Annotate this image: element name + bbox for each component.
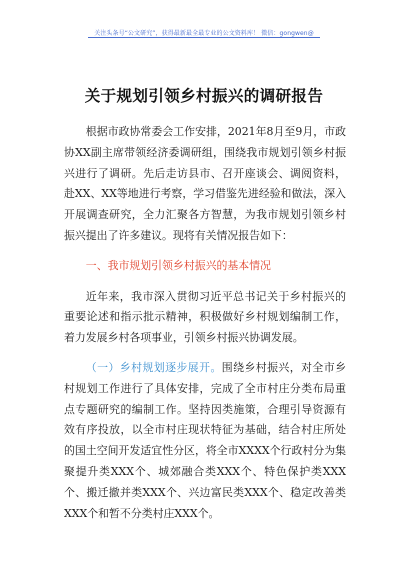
document-title: 关于规划引领乡村振兴的调研报告 <box>84 86 324 105</box>
section-heading-paragraph <box>64 256 346 277</box>
document-body <box>64 122 346 524</box>
section-heading: 一、我市规划引领乡村振兴的基本情况 <box>85 258 271 272</box>
subheading: （一）乡村规划逐步展开。 <box>85 360 222 374</box>
planning-paragraph-text: 围绕乡村振兴，对全市乡村规划工作进行了具体安排，完成了全市村庄分类布局重点专题研究的编制工作。坚持因类施策，合理引导资源有效有序投放，以全市村庄现状特征为基础，结合村庄所处的国土空间开发适宜性分区，将全市XXXX个行政村分为集聚提升类XXX个、城郊融合类XXX个、特色保护类XXX个、搬迁撤并类XXX个、兴边富民类XXX个、稳定改善类XXX个和暂不分类村庄XXX个。 <box>64 360 346 520</box>
header-banner: 关注头条号“公文研究”，获得最新最全最专业的公文资料库！ 微信：gongwen@ <box>94 30 314 37</box>
banner-underline <box>88 37 320 38</box>
intro-paragraph: 根据市政协常委会工作安排，2021年8月至9月，市政协XX副主席带领经济委调研组，围绕我市规划引领乡村振兴进行了调研。先后走访县市、召开座谈会、调阅资料，赴XX、XX等地进行考察，学习借鉴先进经验和做法，深入开展调查研究，全力汇聚各方智慧，为我市规划引领乡村振兴提出了许多建议。现将有关情况报告如下： <box>64 125 346 242</box>
planning-paragraph <box>64 358 346 524</box>
overview-paragraph: 近年来，我市深入贯彻习近平总书记关于乡村振兴的重要论述和指示批示精神，积极做好乡村规划编制工作，着力发展乡村各项事业，引领乡村振兴协调发展。 <box>64 289 346 345</box>
